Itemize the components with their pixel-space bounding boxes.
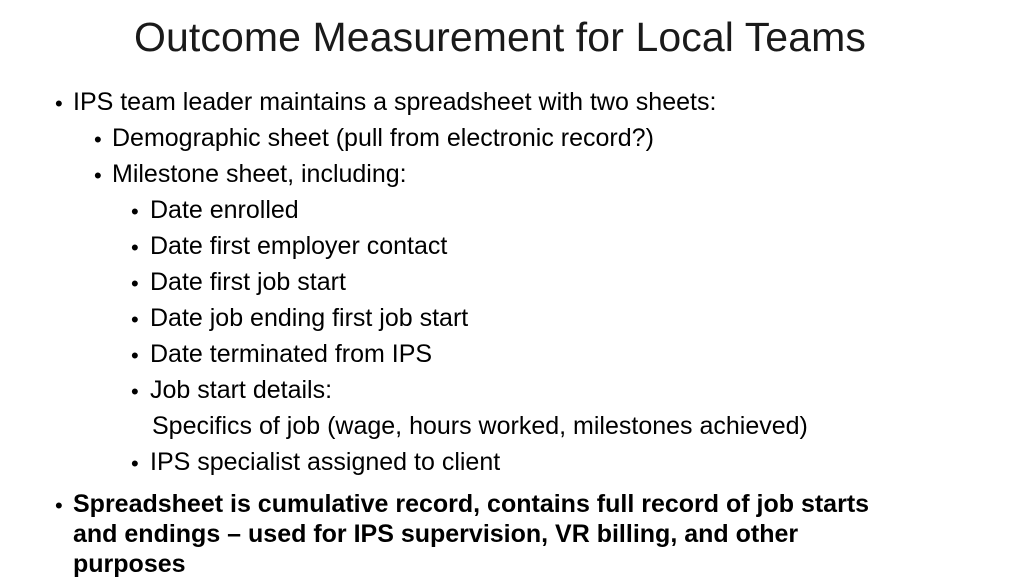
bullet-icon: • (94, 127, 102, 152)
bullet-icon: • (131, 343, 139, 368)
bullet-icon: • (55, 493, 63, 518)
list-item: IPS team leader maintains a spreadsheet with two sheets: (73, 88, 717, 116)
bullet-icon: • (131, 199, 139, 224)
list-item: Date job ending first job start (150, 304, 469, 332)
list-item: Date first employer contact (150, 232, 448, 260)
list-item: Milestone sheet, including: (112, 160, 407, 188)
list-item: Date first job start (150, 268, 346, 296)
bullet-icon: • (131, 379, 139, 404)
bullet-icon: • (131, 271, 139, 296)
list-item: Date terminated from IPS (150, 340, 433, 368)
list-item-continuation: Specifics of job (wage, hours worked, milestones achieved) (152, 412, 808, 440)
summary-line: Spreadsheet is cumulative record, contains full record of job starts (73, 490, 870, 518)
list-item: Date enrolled (150, 196, 299, 224)
slide-title: Outcome Measurement for Local Teams (134, 14, 866, 60)
summary-line: and endings – used for IPS supervision, VR billing, and other (73, 520, 799, 548)
bullet-icon: • (131, 235, 139, 260)
summary-line: purposes (73, 550, 186, 578)
list-item: Demographic sheet (pull from electronic record?) (112, 124, 654, 152)
list-item: IPS specialist assigned to client (150, 448, 501, 476)
bullet-icon: • (131, 451, 139, 476)
list-item: Job start details: (150, 376, 333, 404)
bullet-icon: • (55, 91, 63, 116)
bullet-icon: • (94, 163, 102, 188)
bullet-icon: • (131, 307, 139, 332)
